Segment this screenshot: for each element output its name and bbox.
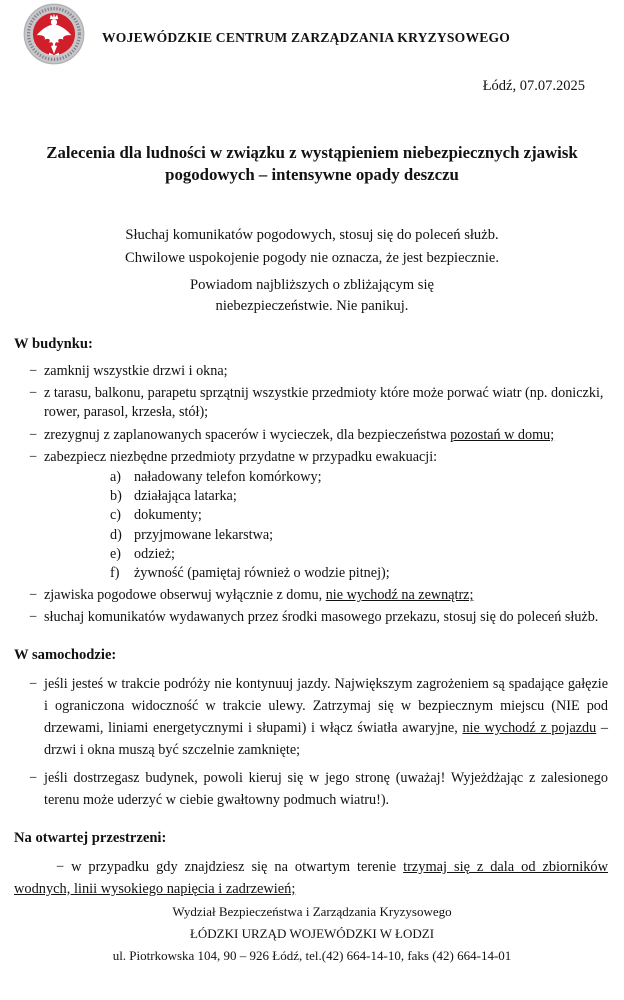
car-item-2 bbox=[14, 767, 608, 811]
polish-eagle-seal-icon bbox=[23, 3, 85, 65]
list-item-label: d) bbox=[110, 526, 122, 543]
list-item-label: c) bbox=[110, 507, 122, 524]
list-item-text: odzież; bbox=[134, 545, 175, 562]
bullet-dash: − bbox=[29, 609, 38, 626]
building-item-5 bbox=[14, 586, 608, 605]
bullet-dash: − bbox=[29, 675, 38, 692]
document-header bbox=[0, 0, 624, 65]
building-item-2 bbox=[14, 384, 608, 422]
section-heading-open-area: Na otwartej przestrzeni: bbox=[14, 829, 167, 846]
intro-paragraph-1 bbox=[0, 224, 624, 270]
section-heading-car: W samochodzie: bbox=[14, 646, 117, 663]
intro-block bbox=[0, 224, 624, 317]
bullet-dash: − bbox=[29, 426, 38, 443]
list-item bbox=[110, 545, 608, 564]
car-item-1-underlined: nie wychodź z pojazdu bbox=[462, 719, 597, 736]
car-item-2-text: jeśli dostrzegasz budynek, powoli kieruj się w jego stronę (uważaj! Wyjeżdżając z zalesionego terenu może uderzyć w ciebie gwałtowny podmuch wiatru!). bbox=[44, 769, 608, 808]
document-title-line1: Zalecenia dla ludności w związku z wystąpieniem niebezpiecznych zjawisk bbox=[46, 143, 578, 162]
list-item-text: działająca latarka; bbox=[134, 488, 237, 505]
footer-office: ŁÓDZKI URZĄD WOJEWÓDZKI W ŁODZI bbox=[189, 926, 435, 941]
document-title-line2: pogodowych – intensywne opady deszczu bbox=[165, 165, 459, 184]
car-item-1-text: jeśli jesteś w trakcie podróży nie kontynuuj jazdy. Największym zagrożeniem są spadające gałęzie i ograniczona widoczność w trakcie ulewy. Zatrzymaj się w bezpiecznym miejscu (NIE pod drzewami, liniami energetycznymi i słupami) i włącz światła awaryjne, bbox=[44, 675, 608, 736]
building-item-1 bbox=[14, 362, 608, 381]
car-item-1-text-post: – drzwi i okna muszą być szczelnie zamknięte; bbox=[44, 719, 609, 758]
building-item-3 bbox=[14, 426, 608, 445]
bullet-dash: − bbox=[29, 363, 38, 379]
building-item-2-text: z tarasu, balkonu, parapetu sprzątnij wszystkie przedmioty które może porwać wiatr (np. doniczki, rower, parasol, krzesła, stół); bbox=[44, 385, 604, 421]
intro-line-1: Słuchaj komunikatów pogodowych, stosuj się do poleceń służb. bbox=[125, 227, 499, 243]
building-item-3-text: zrezygnuj z zaplanowanych spacerów i wycieczek, dla bezpieczeństwa bbox=[44, 426, 451, 443]
footer-address: ul. Piotrkowska 104, 90 – 926 Łódź, tel.(42) 664-14-10, faks (42) 664-14-01 bbox=[112, 948, 512, 963]
list-item-label: b) bbox=[110, 488, 122, 505]
list-item-label: f) bbox=[110, 565, 120, 582]
intro-line-3: Powiadom najbliższych o zbliżającym się bbox=[190, 277, 434, 293]
bullet-dash: − bbox=[56, 858, 65, 875]
bullet-dash: − bbox=[29, 385, 38, 402]
section-heading-building: W budynku: bbox=[14, 336, 93, 352]
bullet-dash: − bbox=[29, 769, 38, 786]
list-item-text: żywność (pamiętaj również o wodzie pitnej); bbox=[134, 565, 390, 582]
open-area-item-1 bbox=[14, 856, 608, 900]
building-item-5-underlined: nie wychodź na zewnątrz; bbox=[325, 587, 474, 604]
intro-line-4: niebezpieczeństwie. Nie panikuj. bbox=[215, 298, 409, 314]
building-item-6 bbox=[14, 608, 608, 627]
document-footer bbox=[0, 901, 624, 967]
list-item bbox=[110, 468, 608, 487]
bullet-dash: − bbox=[29, 587, 38, 604]
car-item-1 bbox=[14, 673, 608, 761]
list-item bbox=[110, 564, 608, 583]
building-item-4 bbox=[14, 448, 608, 583]
list-item-text: naładowany telefon komórkowy; bbox=[134, 469, 322, 486]
list-item bbox=[110, 526, 608, 545]
building-item-5-text: zjawiska pogodowe obserwuj wyłącznie z domu, bbox=[44, 587, 326, 604]
intro-paragraph-2 bbox=[0, 275, 624, 317]
building-item-1-text: zamknij wszystkie drzwi i okna; bbox=[44, 363, 228, 379]
list-item bbox=[110, 487, 608, 506]
list-item-label: e) bbox=[110, 545, 122, 562]
open-area-item-1-underlined: trzymaj się z dala od zbiorników wodnych, linii wysokiego napięcia i zadrzewień; bbox=[14, 858, 608, 897]
list-item-text: dokumenty; bbox=[134, 507, 202, 524]
evacuation-items-list bbox=[110, 468, 608, 583]
place-date: Łódź, 07.07.2025 bbox=[482, 78, 585, 94]
building-item-3-underlined: pozostań w domu; bbox=[450, 426, 555, 443]
document-body bbox=[0, 336, 624, 900]
footer-department: Wydział Bezpieczeństwa i Zarządzania Kryzysowego bbox=[172, 904, 452, 919]
list-item-label: a) bbox=[110, 469, 122, 486]
document-title bbox=[18, 142, 606, 186]
list-item-text: przyjmowane lekarstwa; bbox=[134, 526, 274, 543]
building-item-4-text: zabezpiecz niezbędne przedmioty przydatne w przypadku ewakuacji: bbox=[44, 448, 438, 465]
list-item bbox=[110, 506, 608, 525]
bullet-dash: − bbox=[29, 448, 38, 465]
org-name: WOJEWÓDZKIE CENTRUM ZARZĄDZANIA KRYZYSOWEGO bbox=[102, 30, 511, 45]
open-area-item-1-text: w przypadku gdy znajdziesz się na otwartym terenie bbox=[64, 858, 404, 875]
intro-line-2: Chwilowe uspokojenie pogody nie oznacza, że jest bezpiecznie. bbox=[124, 250, 500, 266]
building-item-6-text: słuchaj komunikatów wydawanych przez środki masowego przekazu, stosuj się do poleceń służb. bbox=[44, 609, 599, 626]
